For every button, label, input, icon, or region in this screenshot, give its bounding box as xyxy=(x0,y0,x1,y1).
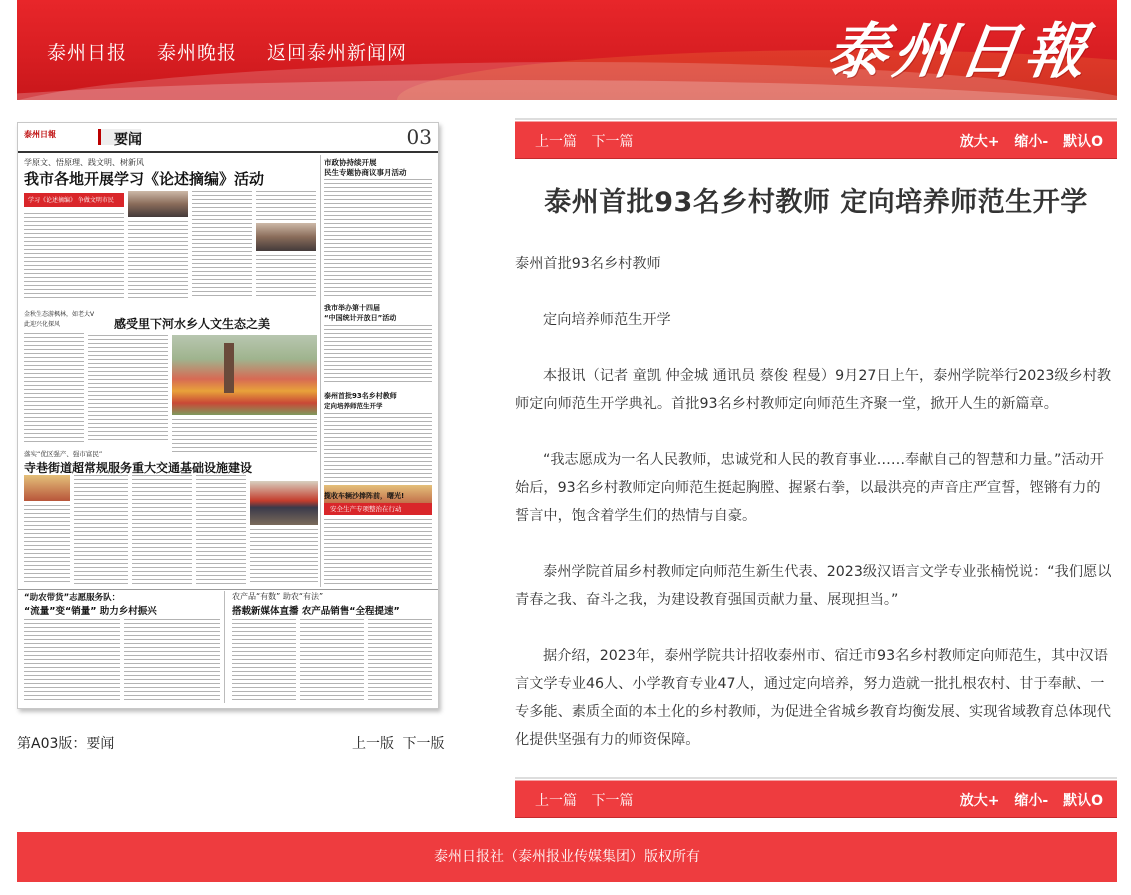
zoom-in-button[interactable]: 放大+ xyxy=(959,793,1000,809)
page-caption: 第A03版：要闻 xyxy=(17,736,115,752)
paper-headline: 揽收车辆沙捧阵前，曙光! xyxy=(324,492,405,500)
nav-taizhou-daily[interactable]: 泰州日报 xyxy=(47,42,128,64)
article-toolbar-top xyxy=(515,121,1117,159)
paper-body-text xyxy=(232,619,296,703)
paper-body-text xyxy=(128,221,188,298)
reset-zoom-button[interactable]: 默认O xyxy=(1063,134,1103,150)
paper-photo-flower-field xyxy=(172,335,317,415)
toolbar-divider xyxy=(515,118,1117,120)
paper-body-text xyxy=(324,413,432,483)
paper-headline: “助农带货”志愿服务队： xyxy=(24,593,121,603)
page-nav xyxy=(352,733,448,753)
zoom-out-button[interactable]: 缩小- xyxy=(1014,793,1049,809)
column-divider xyxy=(320,155,321,587)
paper-body-text xyxy=(74,475,128,585)
zoom-out-button[interactable]: 缩小- xyxy=(1014,134,1049,150)
paper-body-text xyxy=(256,255,316,298)
paper-body-text xyxy=(300,619,364,703)
prev-page-link[interactable]: 上一版 xyxy=(352,736,394,752)
article-body xyxy=(515,250,1113,754)
paper-headline: 搭载新媒体直播 农产品销售“全程提速” xyxy=(232,606,400,617)
next-page-link[interactable]: 下一版 xyxy=(402,736,445,752)
paper-body-text xyxy=(24,333,84,443)
paper-body-text xyxy=(196,475,246,585)
paper-kicker: 农产品“有数” 助农“有法” xyxy=(232,592,324,601)
article-subtitle: 定向培养师范生开学 xyxy=(543,312,671,328)
nav-taizhou-evening[interactable]: 泰州晚报 xyxy=(157,42,238,64)
newspaper-logo: 泰州日報 xyxy=(822,17,1097,87)
article-paragraph: “我志愿成为一名人民教师，忠诚党和人民的教育事业……奉献自己的智慧和力量。”活动开始后，93名乡村教师定向师范生挺起胸膛、握紧右拳，以最洪亮的声音庄严宣誓，铿锵有力的誓言中，饱含着学生们的热情与自豪。 xyxy=(515,452,1104,524)
reset-zoom-button[interactable]: 默认O xyxy=(1063,793,1103,809)
paper-headline: 定向培养师范生开学 xyxy=(324,402,383,410)
paper-masthead xyxy=(18,123,438,153)
paper-headline: 我市举办第十四届 xyxy=(324,304,380,312)
newspaper-page-thumbnail[interactable] xyxy=(17,122,439,709)
paper-banner-text: 安全生产专项整治在行动 xyxy=(330,505,402,513)
toolbar-divider xyxy=(515,777,1117,779)
paper-body-text xyxy=(24,213,124,298)
paper-photo xyxy=(250,481,318,525)
paper-body-text xyxy=(24,505,70,585)
paper-headline: “中国统计开放日”活动 xyxy=(324,314,397,322)
paper-headline: 泰州首批93名乡村教师 xyxy=(324,392,397,400)
next-article-link[interactable]: 下一篇 xyxy=(591,134,634,150)
paper-headline: 感受里下河水乡人文生态之美 xyxy=(114,317,271,331)
paper-page-number: 03 xyxy=(406,125,432,149)
article-paragraph: 据介绍，2023年，泰州学院共计招收泰州市、宿迁市93名乡村教师定向师范生，其中汉语言文学专业46人、小学教育专业47人，通过定向培养，努力造就一批扎根农村、甘于奉献、一专多能、素质全面的本土化的乡村教师，为促进全省城乡教育均衡发展、实现省域教育总体现代化提供坚强有力的师资保障。 xyxy=(515,648,1111,748)
zoom-in-button[interactable]: 放大+ xyxy=(959,134,1000,150)
paper-body-text xyxy=(132,475,192,585)
paper-body-text xyxy=(250,529,318,585)
paper-body-text xyxy=(172,419,317,453)
next-article-link[interactable]: 下一篇 xyxy=(591,793,634,809)
section-divider xyxy=(18,589,438,590)
column-divider xyxy=(224,591,225,703)
paper-body-text xyxy=(192,191,252,298)
paper-photo xyxy=(24,475,70,501)
nav-back-news-site[interactable]: 返回泰州新闻网 xyxy=(267,42,408,64)
paper-kicker: 学原文、悟原理、践文明、树新风 xyxy=(24,158,144,167)
article-paragraph: 泰州学院首届乡村教师定向师范生新生代表、2023级汉语言文学专业张楠悦说：“我们愿以青春之我、奋斗之我，为建设教育强国贡献力量、展现担当。” xyxy=(515,564,1112,608)
paper-section-title: 要闻 xyxy=(114,132,142,148)
paper-kicker: 落实“优区强产、强市富民” xyxy=(24,450,103,458)
paper-headline: 市政协持续开展 xyxy=(324,158,377,167)
article-lead-title: 泰州首批93名乡村教师 xyxy=(515,256,661,272)
paper-body-text xyxy=(124,619,220,703)
paper-banner-text: 学习《论述摘编》 争做文明市民 xyxy=(28,197,114,204)
paper-body-text xyxy=(88,335,168,443)
paper-photo xyxy=(256,223,316,251)
paper-body-text xyxy=(368,619,432,703)
paper-body-text xyxy=(24,619,120,703)
article-paragraph: 本报讯（记者 童凯 仲金城 通讯员 蔡俊 程曼）9月27日上午，泰州学院举行2023级乡村教师定向师范生开学典礼。首批93名乡村教师定向师范生齐聚一堂，掀开人生的新篇章。 xyxy=(515,368,1112,412)
paper-kicker: 金秋生态游枫林，如老大V xyxy=(24,311,95,318)
paper-headline: 我市各地开展学习《论述摘编》活动 xyxy=(24,170,265,188)
paper-body-text xyxy=(324,325,432,385)
prev-article-link[interactable]: 上一篇 xyxy=(535,134,577,150)
top-nav xyxy=(47,38,407,65)
article-toolbar-bottom xyxy=(515,780,1117,818)
paper-headline: “流量”变“销量” 助力乡村振兴 xyxy=(24,606,157,617)
paper-body-text xyxy=(324,179,432,299)
paper-kicker: 此迎兴化探风 xyxy=(24,321,61,328)
paper-headline: 寺巷街道超常规服务重大交通基础设施建设 xyxy=(24,461,253,475)
article-title: 泰州首批93名乡村教师 定向培养师范生开学 xyxy=(544,187,1088,218)
paper-masthead-logo: 泰州日報 xyxy=(24,130,56,139)
paper-photo xyxy=(128,191,188,217)
header-banner xyxy=(17,0,1117,100)
paper-body-text xyxy=(324,519,432,587)
prev-article-link[interactable]: 上一篇 xyxy=(535,793,577,809)
footer-copyright: 泰州日报社（泰州报业传媒集团）版权所有 xyxy=(17,832,1117,882)
paper-photo-pagoda xyxy=(224,343,234,393)
paper-headline: 民生专题协商议事月活动 xyxy=(324,168,407,177)
